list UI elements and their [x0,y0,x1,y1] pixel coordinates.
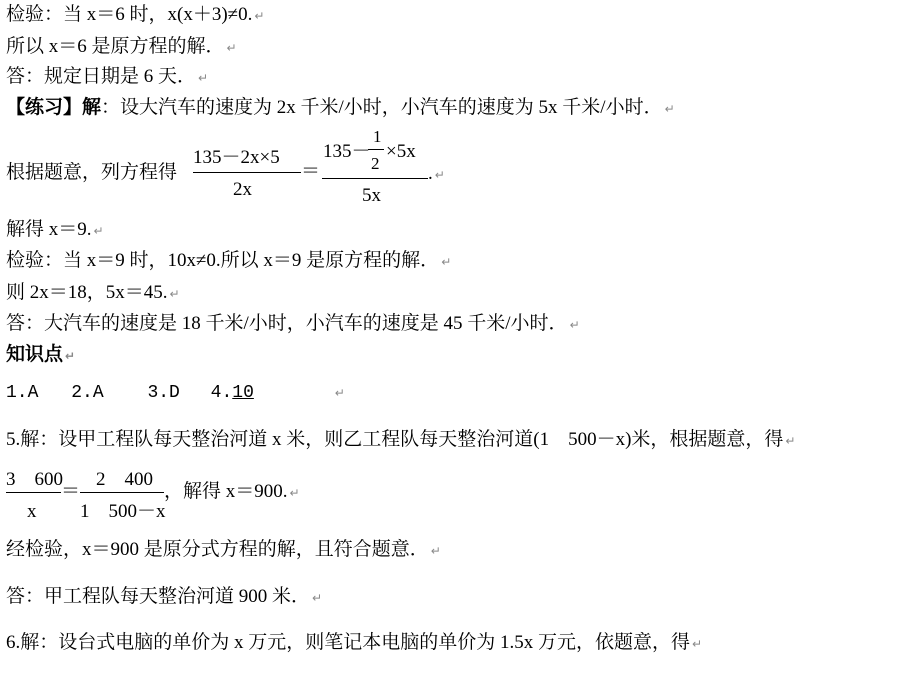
eq1-right-fraction-bar [322,178,428,179]
eq1-period [428,164,445,183]
eq1-inner-numerator: 1 [373,127,382,146]
line-text: 6.解：设台式电脑的单价为 x 万元，则笔记本电脑的单价为 1.5x 万元，依题意，得 [6,632,691,653]
text-line-exercise [6,98,675,117]
paragraph-mark-icon: ↵ [692,637,703,651]
answer-3: 3.D [147,383,180,403]
text-line-final-answer [6,314,580,333]
text-line-values [6,283,180,302]
text-line-check [6,5,264,24]
eq1-left-numerator: 135－2x×5 [193,147,280,168]
text-line-conclusion [6,37,237,56]
text-line-answer-2 [6,587,322,606]
paragraph-mark-icon: ↵ [334,386,345,400]
eq2-right-denominator: 1 500－x [80,501,166,522]
answer-4-label: 4. [210,383,233,403]
paragraph-mark-icon: ↵ [65,349,76,363]
eq1-left-denominator: 2x [233,179,252,200]
heading-text: 知识点 [6,344,64,365]
eq2-left-fraction-bar [6,492,61,493]
paragraph-mark-icon: ↵ [254,9,265,23]
line-text: ：设大汽车的速度为 2x 千米/小时，小汽车的速度为 5x 千米/小时． [101,97,663,118]
paragraph-mark-icon: ↵ [198,71,209,85]
line-text: 解得 x＝9. [6,219,92,240]
paragraph-mark-icon: ↵ [93,224,104,238]
line-text: 答：大汽车的速度是 18 千米/小时，小汽车的速度是 45 千米/小时． [6,313,568,334]
eq2-left-numerator: 3 600 [6,469,64,490]
paragraph-mark-icon: ↵ [785,434,796,448]
paragraph-mark-icon: ↵ [434,168,445,182]
eq1-left-fraction-bar [193,172,301,173]
eq2-solution [164,482,300,501]
paragraph-mark-icon: ↵ [430,544,441,558]
paragraph-mark-icon: ↵ [569,318,580,332]
paragraph-mark-icon: ↵ [226,41,237,55]
line-text: 所以 x＝6 是原方程的解． [6,36,225,57]
text-line-solution [6,220,104,239]
line-text: 答：甲工程队每天整治河道 900 米． [6,586,311,607]
line-text: 答：规定日期是 6 天． [6,66,197,87]
text-line-answer [6,67,208,86]
answer-1: 1.A [6,383,39,403]
eq2-equals-sign: ＝ [61,481,81,502]
text-line-equation-intro [6,163,177,182]
text-line-verify-2 [6,540,441,559]
paragraph-mark-icon: ↵ [441,255,452,269]
paragraph-mark-icon: ↵ [289,486,300,500]
text-line-verify [6,251,451,270]
line-text: 经检验，x＝900 是原分式方程的解，且符合题意． [6,539,429,560]
exercise-heading: 【练习】解 [6,97,102,118]
line-text: 检验：当 x＝6 时，x(x＋3)≠0. [6,4,253,25]
eq1-right-numerator-suffix: ×5x [386,141,416,162]
eq1-inner-denominator: 2 [371,154,380,173]
answer-4-value: 10 [232,383,254,403]
paragraph-mark-icon: ↵ [312,591,323,605]
line-text: 5.解：设甲工程队每天整治河道 x 米，则乙工程队每天整治河道(1 500－x)米，根据题意，得 [6,429,784,450]
eq1-right-denominator: 5x [362,185,381,206]
section-heading-knowledge [6,345,75,364]
line-text: 根据题意，列方程得 [6,162,178,183]
line-text: ，解得 x＝900. [164,481,288,502]
eq2-right-numerator: 2 400 [96,469,154,490]
text-line-problem-5 [6,430,795,449]
eq2-right-fraction-bar [80,492,164,493]
text-line-problem-6 [6,633,702,652]
eq1-equals-sign: ＝ [301,161,321,182]
eq1-right-numerator-prefix: 135－ [323,141,371,162]
paragraph-mark-icon: ↵ [664,102,675,116]
period: . [428,163,433,184]
eq2-left-denominator: x [27,501,37,522]
paragraph-mark-icon: ↵ [169,287,180,301]
answers-row [6,384,345,402]
eq1-inner-fraction-bar [368,149,384,150]
line-text: 检验：当 x＝9 时，10x≠0.所以 x＝9 是原方程的解． [6,250,440,271]
line-text: 则 2x＝18，5x＝45. [6,282,168,303]
answer-2: 2.A [71,383,104,403]
